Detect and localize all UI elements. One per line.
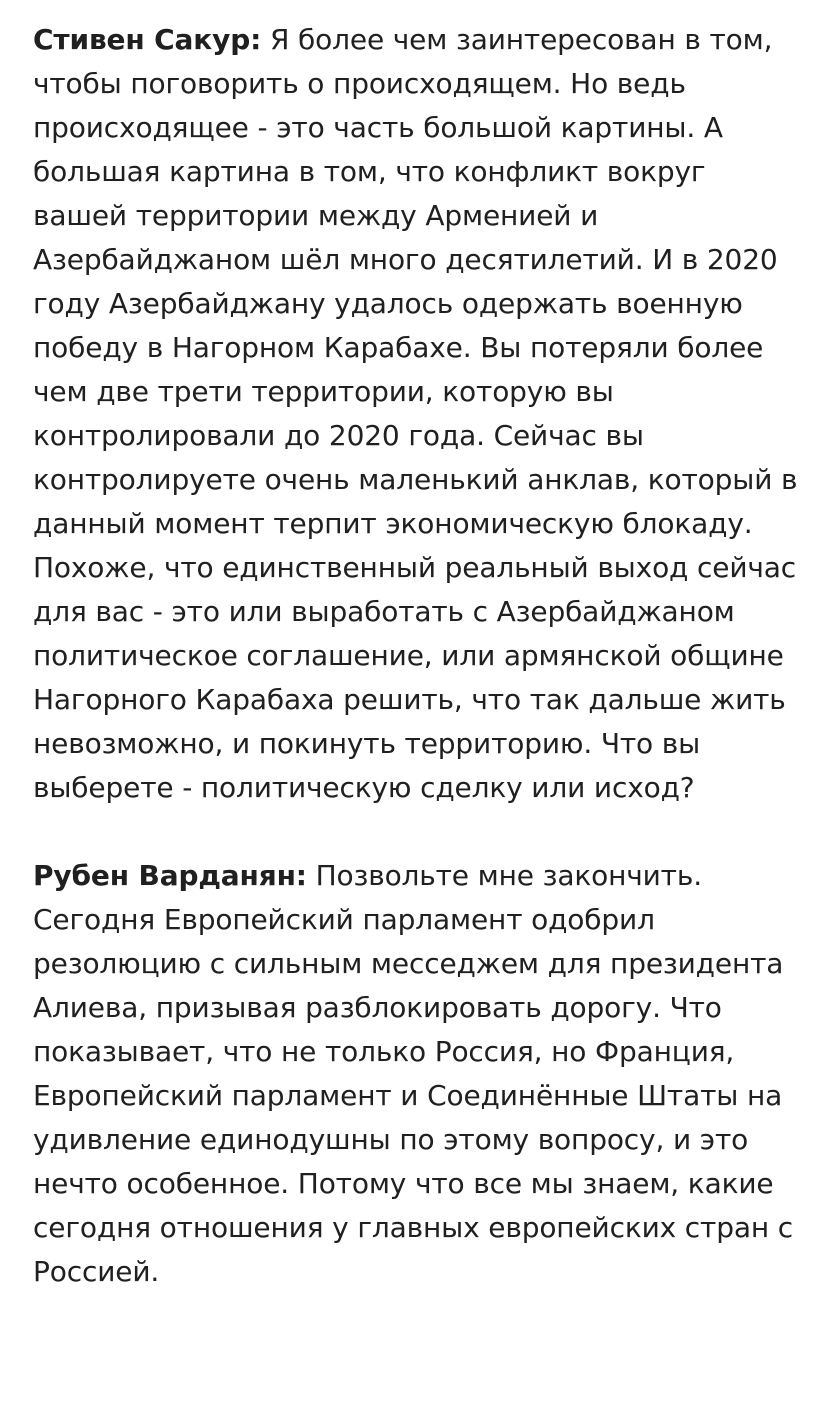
paragraph-text: Позвольте мне закончить. Сегодня Европейский парламент одобрил резолюцию с сильным месседжем для президента Алиева, призывая разблокировать дорогу. Что показывает, что не только Россия, но Франция, Европейский парламент и Соединённые Штаты на удивление единодушны по этому вопросу, и это нечто особенное. Потому что все мы знаем, какие сегодня отношения у главных европейских стран с Россией. — [33, 859, 793, 1288]
interview-paragraph-vardanyan — [33, 854, 808, 1294]
speaker-name: Стивен Сакур: — [33, 23, 262, 56]
speaker-name: Рубен Варданян: — [33, 859, 307, 892]
article-body — [33, 18, 808, 1338]
interview-paragraph-sakur — [33, 18, 808, 810]
paragraph-text: Я более чем заинтересован в том, чтобы поговорить о происходящем. Но ведь происходящее - это часть большой картины. А большая картина в том, что конфликт вокруг вашей территории между Арменией и Азербайджаном шёл много десятилетий. И в 2020 году Азербайджану удалось одержать военную победу в Нагорном Карабахе. Вы потеряли более чем две трети территории, которую вы контролировали до 2020 года. Сейчас вы контролируете очень маленький анклав, который в данный момент терпит экономическую блокаду. Похоже, что единственный реальный выход сейчас для вас - это или выработать с Азербайджаном политическое соглашение, или армянской общине Нагорного Карабаха решить, что так дальше жить невозможно, и покинуть территорию. Что вы выберете - политическую сделку или исход? — [33, 23, 798, 804]
